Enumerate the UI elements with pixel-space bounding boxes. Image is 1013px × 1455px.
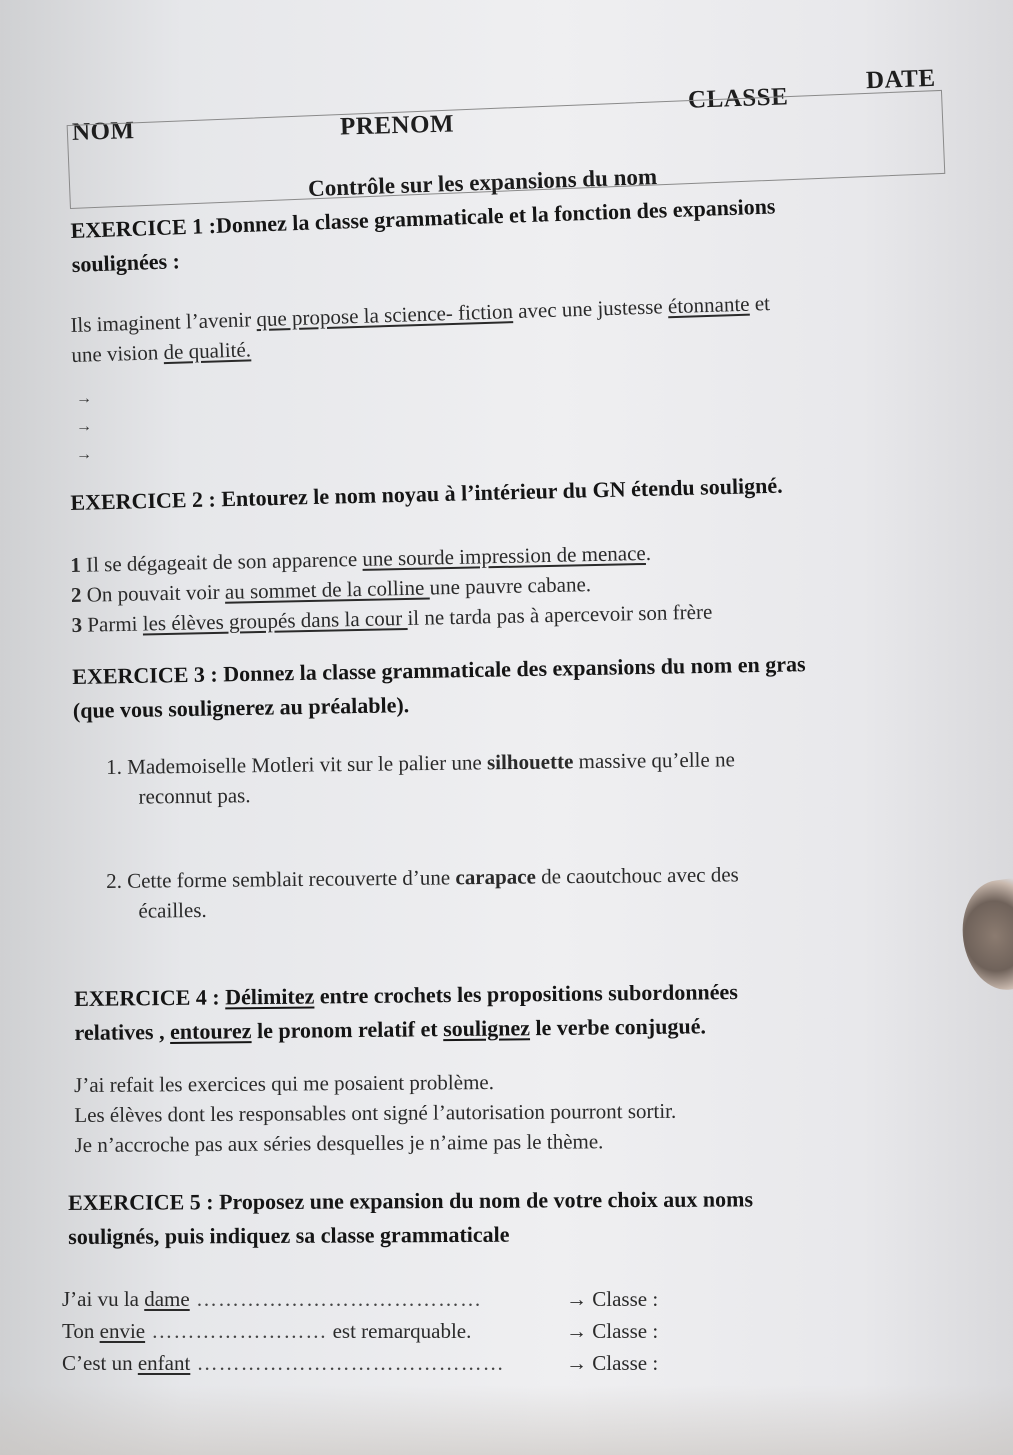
answer-arrow-2: → xyxy=(76,418,92,435)
exercise-2-sentences xyxy=(70,537,713,640)
ex5-text: J’ai vu la xyxy=(62,1287,145,1311)
ex2-underlined-2: au sommet de la colline xyxy=(224,575,430,604)
date-label: DATE xyxy=(865,64,937,95)
ex2-text: une pauvre cabane. xyxy=(429,572,592,600)
ex4-sentence-1: J’ai refait les exercices qui me posaient problème. xyxy=(74,1070,495,1097)
answer-arrow-3: → xyxy=(76,446,92,463)
ex1-text: avec une justesse xyxy=(512,294,669,324)
ex4-underlined-delimitez: Délimitez xyxy=(225,983,315,1010)
classe-label: CLASSE xyxy=(687,83,789,114)
ex4-heading-text: relatives , xyxy=(74,1018,171,1045)
ex1-underlined-1: que propose la science- fiction xyxy=(256,299,514,332)
ex3-text: écailles. xyxy=(138,897,207,923)
exercise-3-item-1 xyxy=(106,744,735,812)
ex1-text: Ils imaginent l’avenir xyxy=(70,307,257,337)
exercise-2-heading: EXERCICE 2 : Entourez le nom noyau à l’intérieur du GN étendu souligné. xyxy=(70,472,783,515)
ex2-num-3: 3 xyxy=(71,612,83,637)
exercise-5-heading-line2: soulignés, puis indiquez sa classe grammaticale xyxy=(68,1221,510,1249)
ex2-underlined-1: une sourde impression de menace xyxy=(362,540,646,571)
ex4-underlined-entourez: entourez xyxy=(169,1018,252,1044)
ex3-text: massive qu’elle ne xyxy=(573,747,735,774)
ex4-heading-text: entre crochets les propositions subordonnées xyxy=(314,979,738,1009)
ex5-answer-blank-3[interactable]: …………………………………… xyxy=(190,1351,505,1375)
ex1-underlined-2: étonnante xyxy=(667,291,750,319)
ex5-text: est remarquable. xyxy=(327,1319,472,1343)
ex2-text: . xyxy=(645,540,652,565)
thumb-shadow xyxy=(956,875,1013,995)
ex2-text: il ne tarda pas à apercevoir son frère xyxy=(407,599,713,630)
ex5-classe-3: → Classe : xyxy=(566,1351,659,1375)
nom-label: NOM xyxy=(71,117,135,146)
ex4-heading-text: EXERCICE 4 : xyxy=(74,984,226,1011)
prenom-label: PRENOM xyxy=(339,110,455,141)
ex3-text: de caoutchouc avec des xyxy=(535,862,739,889)
ex5-classe-1: → Classe : xyxy=(566,1287,659,1311)
exercise-1-heading-line1: EXERCICE 1 :Donnez la classe grammaticale et la fonction des expansions xyxy=(70,193,776,243)
ex5-underlined-envie: envie xyxy=(99,1319,146,1343)
ex2-text: Il se dégageait de son apparence xyxy=(80,546,363,577)
ex3-text: Mademoiselle Motleri vit sur le palier une xyxy=(121,750,488,779)
ex4-heading-text: le pronom relatif et xyxy=(251,1016,444,1044)
ex3-num-1: 1. xyxy=(106,754,123,779)
ex5-answer-blank-2[interactable]: …………………… xyxy=(145,1319,328,1343)
ex4-underlined-soulignez: soulignez xyxy=(443,1015,531,1042)
ex5-text: C’est un xyxy=(62,1351,138,1375)
ex2-text: Parmi xyxy=(81,611,143,637)
ex5-text: Ton xyxy=(62,1319,100,1343)
ex5-answer-blank-1[interactable]: ………………………………… xyxy=(189,1287,482,1311)
ex3-text: reconnut pas. xyxy=(138,783,251,809)
ex1-text: une vision xyxy=(71,340,164,367)
exercise-5-heading-line1: EXERCICE 5 : Proposez une expansion du nom de votre choix aux noms xyxy=(68,1186,754,1215)
ex3-num-2: 2. xyxy=(106,868,123,893)
exercise-5-row-2 xyxy=(62,1316,471,1346)
ex3-text: Cette forme semblait recouverte d’une xyxy=(121,865,456,893)
exercise-4-sentences xyxy=(74,1066,677,1160)
exercise-4-heading xyxy=(74,975,738,1050)
ex1-underlined-3: de qualité. xyxy=(163,337,252,365)
ex2-underlined-3: les élèves groupés dans la cour xyxy=(142,605,408,636)
exercise-3-heading xyxy=(72,647,806,728)
ex4-sentence-2: Les élèves dont les responsables ont signé l’autorisation pourront sortir. xyxy=(74,1098,677,1127)
ex5-underlined-enfant: enfant xyxy=(137,1351,191,1375)
ex2-num-2: 2 xyxy=(70,582,82,607)
ex3-bold-noun-2: carapace xyxy=(455,864,537,890)
ex5-underlined-dame: dame xyxy=(144,1287,190,1311)
exercise-3-item-2 xyxy=(106,859,739,926)
exercise-1-heading-line2: soulignées : xyxy=(71,248,181,277)
ex4-sentence-3: Je n’accroche pas aux séries desquelles je n’aime pas le thème. xyxy=(74,1129,604,1157)
exercise-3-heading-line1: EXERCICE 3 : Donnez la classe grammaticale des expansions du nom en gras xyxy=(72,651,806,689)
exercise-1-sentence xyxy=(70,288,771,370)
answer-arrow-1: → xyxy=(76,390,92,407)
ex2-num-1: 1 xyxy=(70,552,82,577)
exercise-5-heading xyxy=(68,1182,753,1254)
exercise-5-row-1 xyxy=(62,1284,482,1314)
ex5-classe-2: → Classe : xyxy=(566,1319,659,1343)
bottom-shadow xyxy=(0,1385,1013,1455)
ex2-text: On pouvait voir xyxy=(81,579,226,607)
exercise-5-row-3 xyxy=(62,1348,505,1378)
ex3-bold-noun-1: silhouette xyxy=(486,749,574,775)
exercise-3-heading-line2: (que vous soulignerez au préalable). xyxy=(72,692,410,723)
ex4-heading-text: le verbe conjugué. xyxy=(529,1013,707,1041)
ex1-text: et xyxy=(749,291,771,316)
page-title: Contrôle sur les expansions du nom xyxy=(307,163,658,202)
